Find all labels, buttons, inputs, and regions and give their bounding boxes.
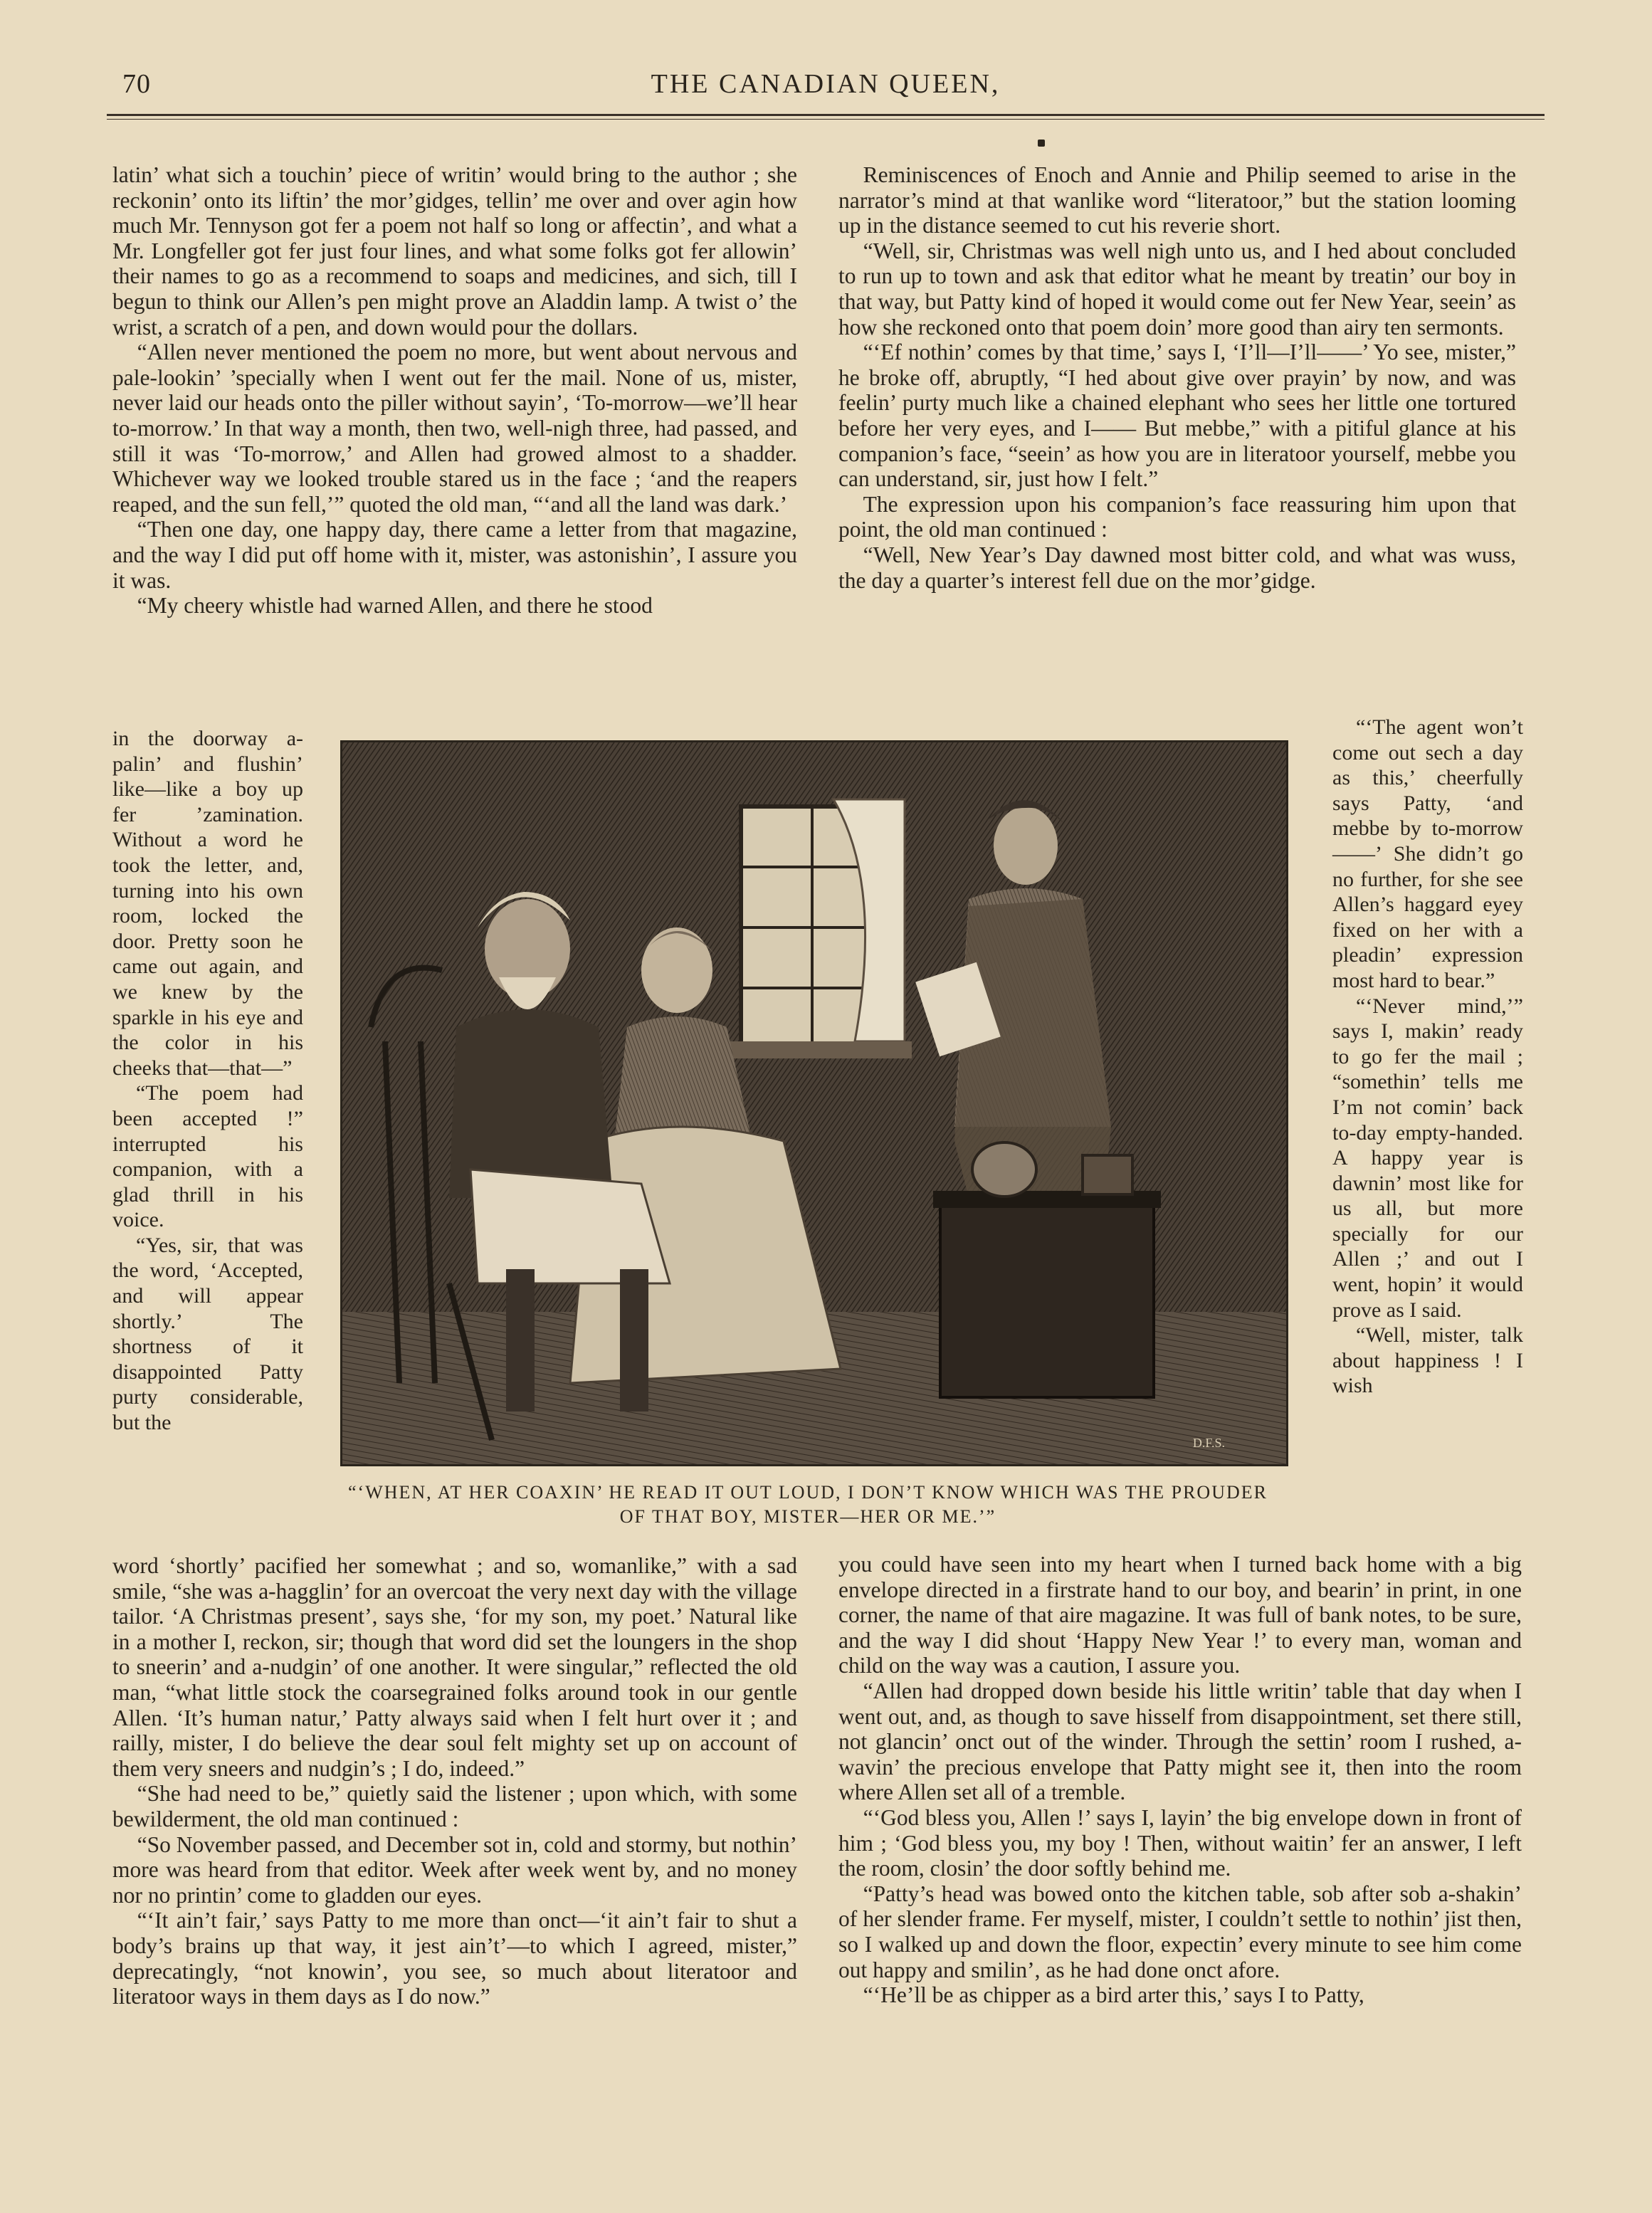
paragraph: “‘Never mind,’” says I, makin’ ready to go fer the mail ; “somethin’ tells me I’m not comin’ back to-day empty-handed. A happy year is dawnin’ most like for us all, but more specially for our Allen ;’ and out I went, hopin’ it would prove as I said.: [1332, 994, 1523, 1322]
paragraph: word ‘shortly’ pacified her somewhat ; and so, womanlike,” with a sad smile, “she was a-hagglin’ for an overcoat the very next day with the village tailor. ‘A Christmas present’, says she, ‘for my son, my poet.’ Natural like in a mother I, reckon, sir; though that word did set the loungers in the shop to sneerin’ and a-nudgin’ of one another. It were singular,” reflected the old man, “what little stock the coarsegrained folks around took in our gentle Allen. ‘It’s human natur,’ Patty always said when I felt hurt over it ; and railly, mister, I do believe the dear soul felt mighty set up on account of them very sneers and nudgin’s ; I do, indeed.”: [112, 1553, 797, 1781]
right-column-bottom: [838, 1552, 1522, 2008]
paragraph: “‘It ain’t fair,’ says Patty to me more than onct—‘it ain’t fair to shut a body’s brains up that way, it jest ain’t’—to which I agreed, mister,” deprecatingly, “not knowin’, you see, so much about literatoor and literatoor ways in them days as I do now.”: [112, 1908, 797, 2009]
paragraph: “My cheery whistle had warned Allen, and there he stood: [137, 593, 653, 619]
page-number: 70: [122, 69, 151, 99]
paragraph: latin’ what sich a touchin’ piece of writin’ would bring to the author ; she reckonin’ onto its liftin’ the mor’gidges, tellin’ me over and over agin how much Mr. Tennyson got fer a poem not half so long or affectin’, and what a Mr. Longfeller got fer just four lines, and what some folks got fer allowin’ their names to go as a recommend to soaps and medicines, and sich, till I begun to think our Allen’s pen might prove an Aladdin lamp. A twist o’ the wrist, a scratch of a pen, and down would pour the dollars.: [112, 162, 797, 340]
paragraph: “Well, mister, talk about happiness ! I wish: [1332, 1323, 1523, 1398]
left-column-wrap: [112, 726, 303, 1436]
left-column-top: [112, 162, 797, 619]
left-column-bottom: [112, 1553, 797, 2009]
right-column-wrap: [1332, 715, 1523, 1399]
running-head: [107, 68, 1545, 111]
paragraph: “Patty’s head was bowed onto the kitchen table, sob after sob a-shakin’ of her slender frame. Fer myself, mister, I couldn’t settle to nothin’ jist then, so I walked up and down the floor, expectin’ every minute to see him come out happy and smilin’, as he had done onct afore.: [838, 1881, 1522, 1982]
paragraph: in the doorway a-palin’ and flushin’ like—like a boy up fer ’zamination. Without a word he took the letter, and, turning into his own room, locked the door. Pretty soon he came out again, and we knew by the sparkle in his eye and the color in his cheeks that—that—”: [112, 727, 303, 1080]
illustration-caption: “‘WHEN, AT HER COAXIN’ HE READ IT OUT LOUD, I DON’T KNOW WHICH WAS THE PROUDER OF THAT BOY, MISTER—HER OR ME.’”: [348, 1482, 1268, 1527]
paragraph: The expression upon his companion’s face reassuring him upon that point, the old man continued :: [838, 491, 1516, 542]
paragraph: “‘He’ll be as chipper as a bird arter this,’ says I to Patty,: [863, 1982, 1364, 2008]
column-ornament: [1038, 140, 1045, 147]
paragraph: “Then one day, one happy day, there came a letter from that magazine, and the way I did put off home with it, mister, was astonishin’, I assure you it was.: [112, 517, 797, 593]
paragraph: you could have seen into my heart when I turned back home with a big envelope directed in a firstrate hand to our boy, and bearin’ in print, in one corner, the name of that aire magazine. It was full of bank notes, to be sure, and the way I did shout ‘Happy New Year !’ to every man, woman and child on the way was a caution, I assure you.: [838, 1552, 1522, 1678]
paragraph: “Well, New Year’s Day dawned most bitter cold, and what was wuss, the day a quarter’s interest fell due on the mor’gidge.: [838, 542, 1516, 593]
engraving-illustration: [340, 740, 1288, 1466]
paragraph: “Yes, sir, that was the word, ‘Accepted, and will appear shortly.’ The shortness of it disappointed Patty purty considerable, but the: [112, 1233, 303, 1435]
paragraph: “Allen never mentioned the poem no more, but went about nervous and pale-lookin’ ’specially when I went out fer the mail. None of us, mister, never laid our heads onto the piller without sayin’, ‘To-morrow—we’ll hear to-morrow.’ In that way a month, then two, well-nigh three, had passed, and still it was ‘To-morrow,’ and Allen had growed almost to a shadder. Whichever way we looked trouble stared us in the face ; ‘and the reapers reaped, and the sun fell,’” quoted the old man, “‘and all the land was dark.’: [112, 340, 797, 517]
kitchen-scene-engraving: [342, 742, 1286, 1464]
paragraph: “‘God bless you, Allen !’ says I, layin’ the big envelope down in front of him ; ‘God bless you, my boy ! Then, without waitin’ fer an answer, I left the room, closin’ the door softly behind me.: [838, 1804, 1522, 1881]
paragraph: “So November passed, and December sot in, cold and stormy, but nothin’ more was heard from that editor. Week after week went by, and no money nor no printin’ come to gladden our eyes.: [112, 1831, 797, 1908]
window: [727, 799, 912, 1058]
journal-title: THE CANADIAN QUEEN,: [651, 69, 1001, 99]
header-rule: [107, 114, 1545, 120]
paragraph: “Well, sir, Christmas was well nigh unto us, and I hed about concluded to run up to town and ask that editor what he meant by treatin’ our boy in that way, but Patty kind of hoped it would come out fer New Year, seein’ as how she reckoned onto that poem doin’ more good than airy ten sermonts.: [838, 238, 1516, 340]
artist-signature: D.F.S.: [1192, 1436, 1225, 1450]
paragraph: “‘Ef nothin’ comes by that time,’ says I, ‘I’ll—I’ll——’ Yo see, mister,” he broke off, abruptly, “I hed about give over prayin’ by now, and was feelin’ purty much like a chained elephant who sees her little one tortured before her very eyes, and I—— But mebbe,” with a pitiful glance at his companion’s face, “seein’ as how you are in literatoor yourself, mebbe you can understand, sir, just how I felt.”: [838, 340, 1516, 492]
paragraph: “Allen had dropped down beside his little writin’ table that day when I went out, and, as though to save hisself from disappointment, set there still, not glancin’ onct out of the winder. Through the settin’ room I rushed, a-wavin’ the precious envelope that Patty might see it, then into the room where Allen set all of a tremble.: [838, 1678, 1522, 1805]
paragraph: Reminiscences of Enoch and Annie and Philip seemed to arise in the narrator’s mind at that wanlike word “literatoor,” but the station looming up in the distance seemed to cut his reverie short.: [838, 162, 1516, 238]
paragraph: “‘The agent won’t come out sech a day as this,’ cheerfully says Patty, ‘and mebbe by to-morrow——’ She didn’t go no further, for she see Allen’s haggard eyey fixed on her with a pleadin’ expression most hard to bear.”: [1332, 715, 1523, 992]
paragraph: “She had need to be,” quietly said the listener ; upon which, with some bewilderment, the old man continued :: [112, 1781, 797, 1831]
paragraph: “The poem had been accepted !” interrupted his companion, with a glad thrill in his voice.: [112, 1081, 303, 1232]
right-column-top: [838, 162, 1516, 593]
